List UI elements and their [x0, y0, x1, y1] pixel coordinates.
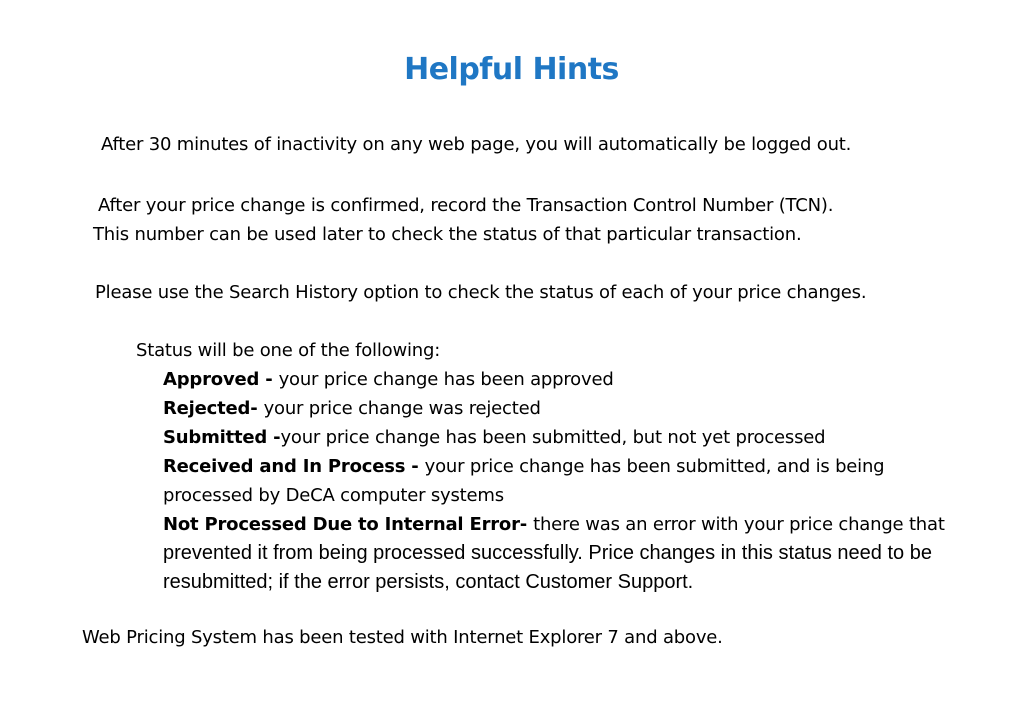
status-description-continued: prevented it from being processed successfully. Price changes in this status need to be resubmitted; if the error persists, contact Customer Support.	[163, 542, 932, 593]
hint-tcn-line1: After your price change is confirmed, record the Transaction Control Number (TCN).	[98, 195, 834, 216]
page-title: Helpful Hints	[404, 52, 619, 87]
status-description: there was an error with your price change that	[533, 514, 945, 535]
status-received-in-process	[163, 452, 943, 510]
status-rejected	[163, 394, 993, 423]
status-term: Rejected-	[163, 398, 264, 419]
hint-logout: After 30 minutes of inactivity on any web page, you will automatically be logged out.	[101, 134, 852, 155]
status-term: Submitted -	[163, 427, 281, 448]
status-intro: Status will be one of the following:	[136, 340, 441, 361]
status-submitted	[163, 423, 993, 452]
status-term: Received and In Process -	[163, 456, 425, 477]
hint-tcn-line2: This number can be used later to check the status of that particular transaction.	[93, 224, 802, 245]
browser-compatibility-note: Web Pricing System has been tested with Internet Explorer 7 and above.	[82, 627, 723, 648]
status-description: your price change has been approved	[278, 369, 614, 390]
status-term: Not Processed Due to Internal Error-	[163, 514, 534, 535]
status-not-processed	[163, 510, 1003, 597]
hint-search-history: Please use the Search History option to check the status of each of your price changes.	[95, 282, 867, 303]
status-approved	[163, 365, 993, 394]
status-description: your price change has been submitted, and is being processed by DeCA computer systems	[163, 456, 885, 506]
status-description: your price change has been submitted, but not yet processed	[280, 427, 826, 448]
status-description: your price change was rejected	[263, 398, 541, 419]
status-term: Approved -	[163, 369, 279, 390]
